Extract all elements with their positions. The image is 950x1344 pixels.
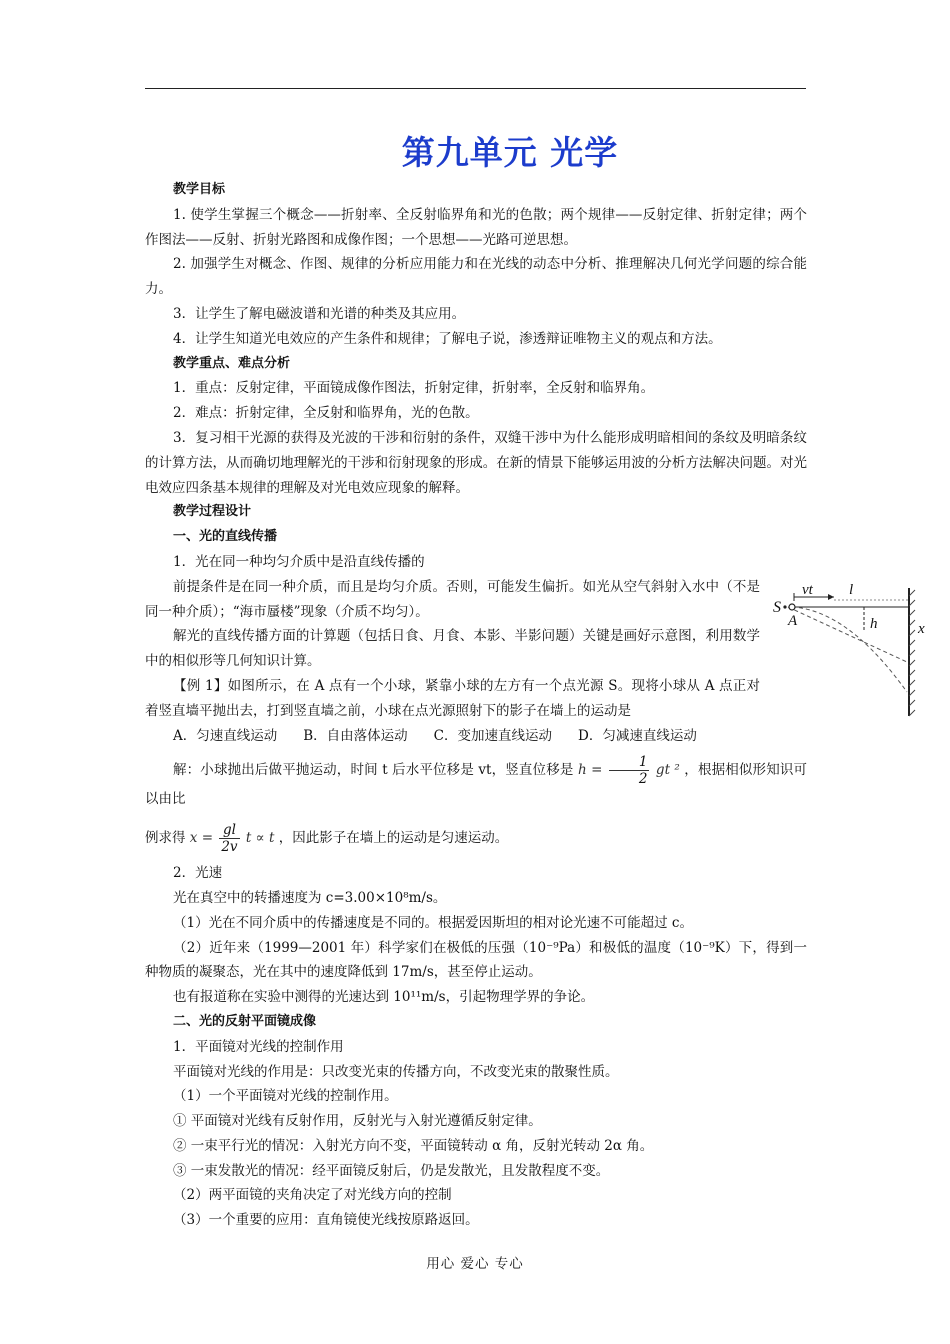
formula-fraction	[219, 822, 239, 855]
fraction-numerator: 1	[609, 754, 650, 771]
goal-item: 3．让学生了解电磁波谱和光谱的种类及其应用。	[173, 305, 466, 322]
goal-item: 1. 使学生掌握三个概念——折射率、全反射临界角和光的色散；两个规律——反射定律、折射定律；两个作图法——反射、折射光路图和成像作图；一个思想——光路可逆思想。	[145, 206, 807, 248]
key-item: 1．重点：反射定律，平面镜成像作图法，折射定律，折射率，全反射和临界角。	[173, 380, 655, 397]
ball	[789, 604, 795, 610]
paragraph: 前提条件是在同一种介质，而且是均匀介质。否则，可能发生偏折。如光从空气斜射入水中（不是同一种介质）；“海市蜃楼”现象（介质不均匀）。	[145, 578, 760, 620]
solution-line-2	[145, 822, 807, 855]
solution-text: ，因此影子在墙上的运动是匀速运动。	[278, 830, 509, 847]
projectile-shadow-figure	[768, 574, 938, 724]
paragraph: 1．光在同一种均匀介质中是沿直线传播的	[173, 553, 425, 570]
header-rule	[145, 88, 806, 89]
paragraph: ③ 一束发散光的情况：经平面镜反射后，仍是发散光，且发散程度不变。	[173, 1162, 610, 1179]
formula-h-rhs: gt ²	[655, 762, 680, 779]
paragraph: （3）一个重要的应用：直角镜使光线按原路返回。	[173, 1212, 479, 1229]
option-c: C．变加速直线运动	[433, 727, 553, 744]
label-h: h	[870, 616, 878, 632]
paragraph: 平面镜对光线的作用是：只改变光束的传播方向，不改变光束的散聚性质。	[173, 1063, 619, 1080]
label-vt: vt	[802, 582, 813, 598]
projectile-path	[792, 607, 907, 692]
label-l: l	[849, 582, 854, 598]
paragraph: 解光的直线传播方面的计算题（包括日食、月食、本影、半影问题）关键是画好示意图，利用数学中的相似形等几何知识计算。	[145, 628, 760, 670]
page-title: 第九单元 光学	[401, 133, 619, 172]
formula-fraction	[609, 754, 650, 787]
paragraph: 光在真空中的转播速度为 c=3.00×10⁸m/s。	[173, 889, 447, 906]
paragraph: （2）近年来（1999—2001 年）科学家们在极低的压强（10⁻⁹Pa）和极低的温度（10⁻⁹K）下，得到一种物质的凝聚态，光在其中的速度降低到 17m/s，甚至停止运动。	[145, 939, 807, 981]
arrow-head	[828, 594, 834, 600]
solution-line-1	[145, 754, 807, 812]
key-item: 3．复习相干光源的获得及光波的干涉和衍射的条件，双缝干涉中为什么能形成明暗相间的条纹及明暗条纹的计算方法，从而确切地理解光的干涉和衍射现象的形成。在新的情景下能够运用波的分析方法解决问题。对光电效应四条基本规律的理解及对光电效应现象的解释。	[145, 429, 807, 496]
section-heading-1: 一、光的直线传播	[173, 529, 278, 545]
document-body	[145, 178, 807, 1233]
solution-text: 例求得	[145, 830, 186, 847]
solution-text: ，根据相似形知识可以由比	[145, 762, 807, 808]
option-d: D．匀减速直线运动	[578, 727, 697, 744]
section-heading-goals: 教学目标	[173, 182, 226, 197]
shadow-ray	[788, 607, 907, 662]
formula-x-rhs: t ∝ t	[245, 830, 275, 847]
section-heading-2: 二、光的反射平面镜成像	[173, 1013, 317, 1029]
label-a: A	[788, 613, 798, 629]
subheading: 1．平面镜对光线的控制作用	[173, 1038, 344, 1055]
formula-h-lhs: h =	[577, 762, 603, 779]
paragraph: 也有报道称在实验中测得的光速达到 10¹¹m/s，引起物理学界的争论。	[173, 989, 595, 1006]
subheading: 2．光速	[173, 865, 223, 882]
fraction-numerator: gl	[219, 822, 239, 839]
paragraph: ① 平面镜对光线有反射作用，反射光与入射光遵循反射定律。	[173, 1113, 542, 1130]
label-s: S	[773, 599, 781, 616]
section-heading-key: 教学重点、难点分析	[173, 355, 291, 371]
paragraph: （1）一个平面镜对光线的控制作用。	[173, 1088, 398, 1105]
option-b: B．自由落体运动	[303, 727, 408, 744]
section-heading-process: 教学过程设计	[173, 504, 252, 520]
paragraph: （1）光在不同介质中的传播速度是不同的。根据爱因斯坦的相对论光速不可能超过 c。	[173, 914, 693, 931]
paragraph: ② 一束平行光的情况：入射光方向不变，平面镜转动 α 角，反射光转动 2α 角。	[173, 1137, 654, 1154]
example-1: 【例 1】如图所示，在 A 点有一个小球，紧靠小球的左方有一个点光源 S。现将小球从 A 点正对着竖直墙平抛出去，打到竖直墙之前，小球在点光源照射下的影子在墙上的运动是	[145, 677, 760, 719]
fraction-denominator: 2v	[221, 839, 238, 856]
option-a: A．匀速直线运动	[173, 727, 278, 744]
page-footer: 用心 爱心 专心	[426, 1256, 524, 1272]
goal-item: 4．让学生知道光电效应的产生条件和规律；了解电子说，渗透辩证唯物主义的观点和方法。	[173, 330, 722, 347]
key-item: 2．难点：折射定律，全反射和临界角，光的色散。	[173, 405, 479, 422]
label-x: x	[918, 621, 925, 637]
formula-x-lhs: x =	[189, 830, 214, 847]
paragraph: （2）两平面镜的夹角决定了对光线方向的控制	[173, 1187, 452, 1204]
fraction-denominator: 2	[638, 771, 648, 788]
goal-item: 2. 加强学生对概念、作图、规律的分析应用能力和在光线的动态中分析、推理解决几何光学问题的综合能力。	[145, 256, 807, 298]
answer-options	[145, 724, 807, 749]
light-source	[783, 605, 786, 608]
solution-text: 解：小球抛出后做平抛运动，时间 t 后水平位移是 vt，竖直位移是	[173, 762, 574, 779]
